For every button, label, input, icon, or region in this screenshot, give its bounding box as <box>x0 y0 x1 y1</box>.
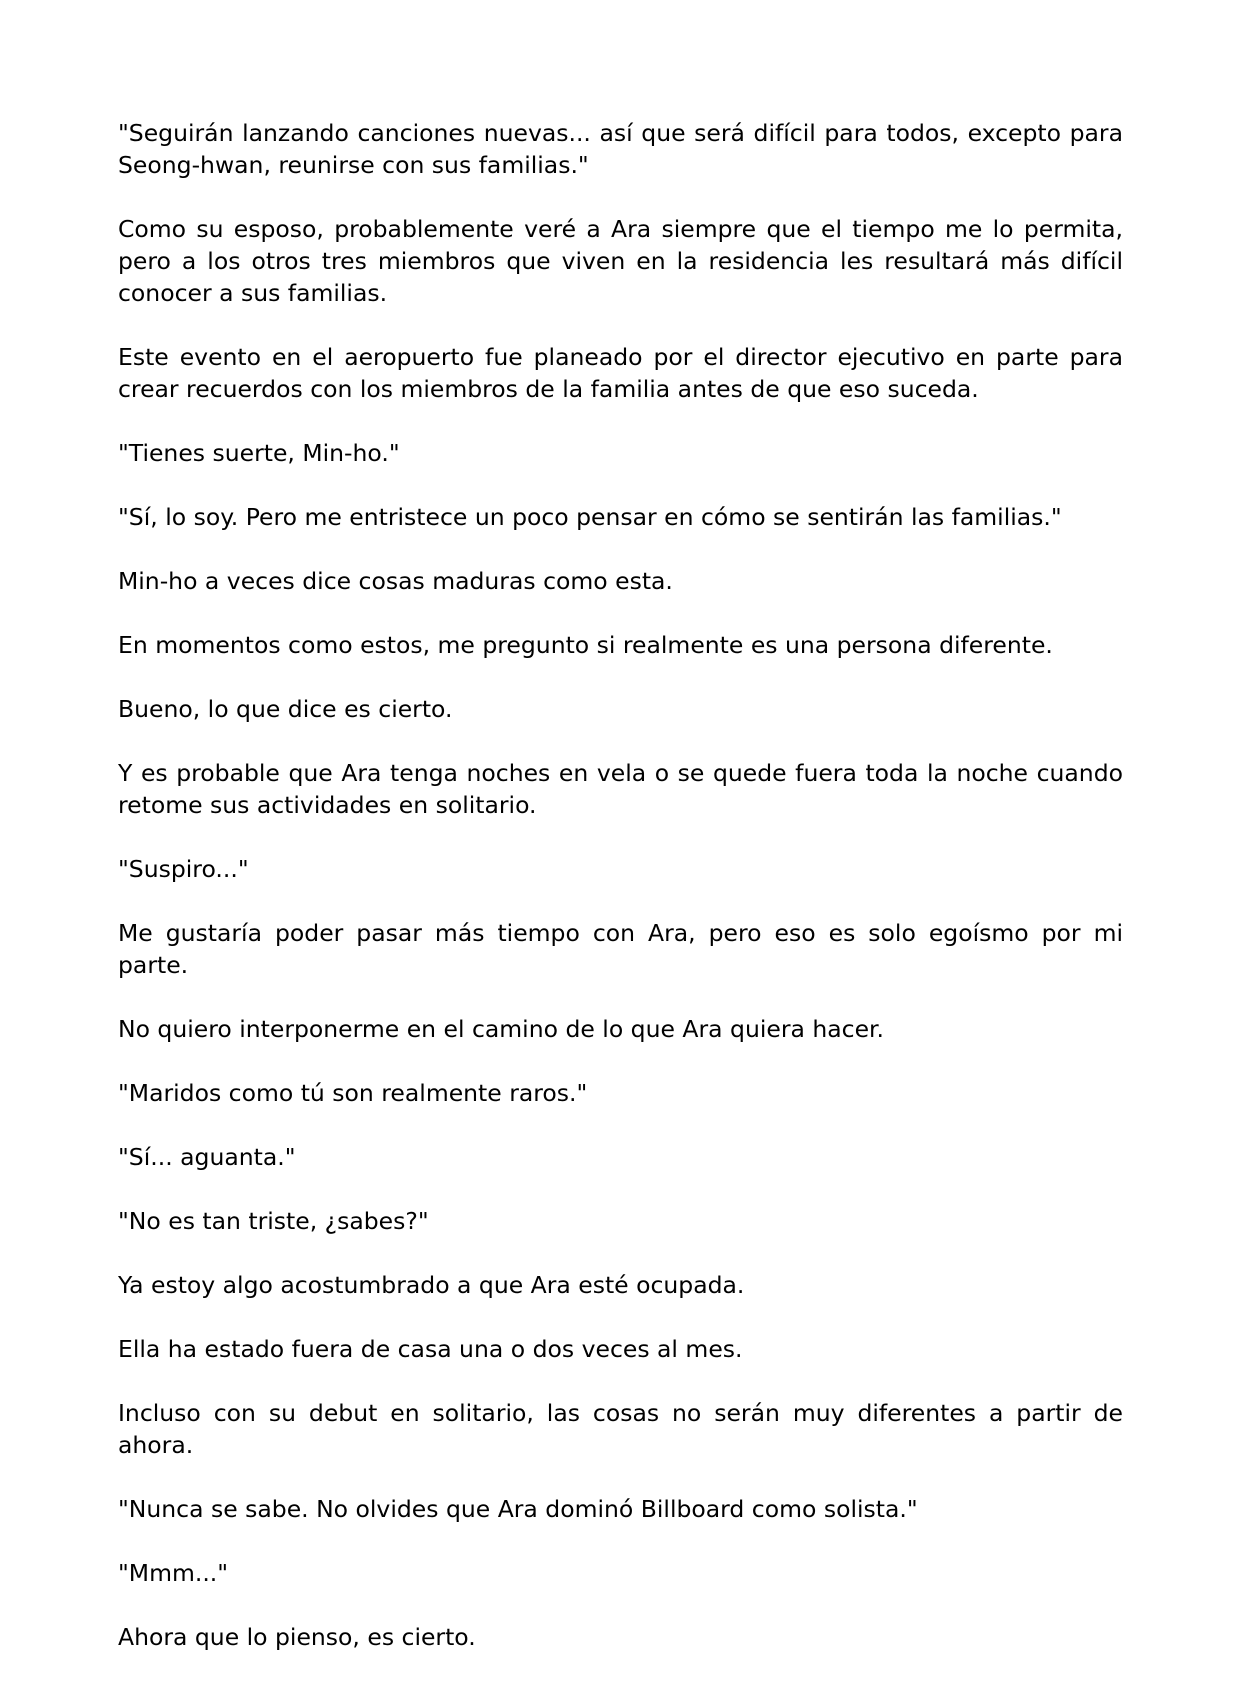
paragraph: Ahora que lo pienso, es cierto. <box>118 1623 476 1651</box>
paragraph: Bueno, lo que dice es cierto. <box>118 695 453 723</box>
paragraph: "Maridos como tú son realmente raros." <box>118 1079 588 1107</box>
paragraph: "Seguirán lanzando canciones nuevas... así que será difícil para todos, excepto para Seong-hwan, reunirse con sus familias." <box>118 119 1123 179</box>
paragraph: "Mmm..." <box>118 1559 229 1587</box>
paragraph: En momentos como estos, me pregunto si realmente es una persona diferente. <box>118 631 1053 659</box>
paragraph: "Sí, lo soy. Pero me entristece un poco pensar en cómo se sentirán las familias." <box>118 503 1062 531</box>
paragraph: "Sí... aguanta." <box>118 1143 296 1171</box>
paragraph: Y es probable que Ara tenga noches en vela o se quede fuera toda la noche cuando retome sus actividades en solitario. <box>118 759 1123 819</box>
paragraph: Incluso con su debut en solitario, las cosas no serán muy diferentes a partir de ahora. <box>118 1399 1123 1459</box>
paragraph: Ya estoy algo acostumbrado a que Ara esté ocupada. <box>118 1271 745 1299</box>
paragraph: Min-ho a veces dice cosas maduras como esta. <box>118 567 673 595</box>
paragraph: Este evento en el aeropuerto fue planeado por el director ejecutivo en parte para crear recuerdos con los miembros de la familia antes de que eso suceda. <box>118 343 1123 403</box>
paragraph: Ella ha estado fuera de casa una o dos veces al mes. <box>118 1335 743 1363</box>
paragraph: No quiero interponerme en el camino de lo que Ara quiera hacer. <box>118 1015 884 1043</box>
paragraph: "Suspiro..." <box>118 855 249 883</box>
paragraph: "Nunca se sabe. No olvides que Ara dominó Billboard como solista." <box>118 1495 918 1523</box>
document-body <box>118 117 1123 1685</box>
paragraph: Como su esposo, probablemente veré a Ara siempre que el tiempo me lo permita, pero a los otros tres miembros que viven en la residencia les resultará más difícil conocer a sus familias. <box>118 215 1123 307</box>
paragraph: Me gustaría poder pasar más tiempo con Ara, pero eso es solo egoísmo por mi parte. <box>118 919 1123 979</box>
paragraph: "Tienes suerte, Min-ho." <box>118 439 400 467</box>
paragraph: "No es tan triste, ¿sabes?" <box>118 1207 429 1235</box>
